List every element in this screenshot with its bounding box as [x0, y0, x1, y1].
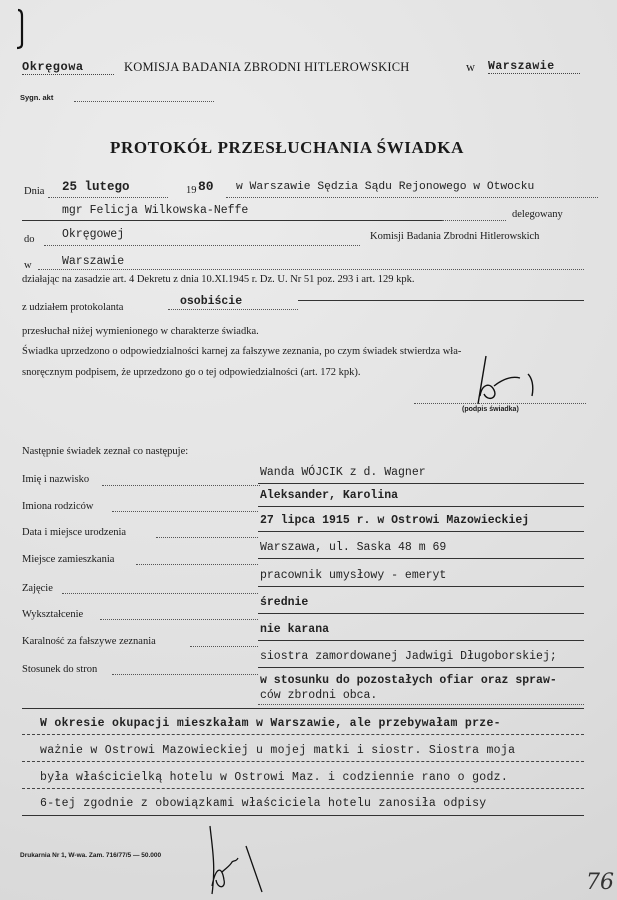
commission-city: Warszawie	[62, 255, 125, 268]
field-value: Aleksander, Karolina	[260, 489, 399, 502]
commission-type: Okręgowa	[22, 60, 114, 75]
field-line	[258, 613, 584, 614]
field-line	[258, 531, 584, 532]
narrative-rule	[22, 788, 584, 789]
field-line	[258, 640, 584, 641]
do-dotline	[44, 245, 360, 246]
field-dotline	[156, 537, 258, 538]
komisji-label: Komisji Badania Zbrodni Hitlerowskich	[370, 231, 540, 242]
judge-line	[22, 220, 442, 221]
field-line	[258, 558, 584, 559]
signature-caption: (podpis świadka)	[462, 406, 519, 413]
delegowany-label: delegowany	[512, 209, 563, 220]
field-value: pracownik umysłowy - emeryt	[260, 569, 447, 582]
field-value: Warszawa, ul. Saska 48 m 69	[260, 541, 447, 554]
header-text: KOMISJA BADANIA ZBRODNI HITLEROWSKICH	[124, 60, 410, 74]
year-prefix: 19	[186, 185, 197, 196]
printer-info: Drukarnia Nr 1, W-wa. Zam. 716/77/5 — 50.000	[20, 852, 162, 859]
narrative-line: ważnie w Ostrowi Mazowieckiej u mojej matki i siostr. Siostra moja	[40, 744, 516, 757]
field-dotline	[102, 485, 260, 486]
protocolist-dotline	[168, 309, 298, 310]
field-dotline	[112, 511, 258, 512]
date-day-month: 25 lutego	[62, 180, 130, 194]
field-dotline	[100, 619, 258, 620]
field-label: Data i miejsce urodzenia	[22, 527, 127, 538]
page-number: 76	[586, 870, 614, 895]
judge-dotline	[442, 220, 506, 221]
header-w: w	[466, 60, 476, 74]
narrative-line: była właścicielką hotelu w Ostrowi Maz. i codziennie rano o godz.	[40, 771, 509, 784]
field-line	[258, 667, 584, 668]
place-dotline	[226, 197, 598, 198]
protocolist-label: z udziałem protokolanta	[22, 302, 124, 313]
sygn-field	[74, 101, 214, 102]
section-separator	[22, 708, 584, 709]
year-suffix: 80	[198, 179, 214, 194]
protocolist-value: osobiście	[180, 295, 243, 308]
dnia-label: Dnia	[24, 186, 45, 197]
field-line	[258, 506, 584, 507]
signature-dotline	[414, 403, 586, 404]
testimony-intro: Następnie świadek zeznał co następuje:	[22, 446, 189, 457]
narrative-rule	[22, 734, 584, 735]
binder-mark	[14, 8, 26, 48]
field-dotline	[112, 674, 258, 675]
place-judge-line: w Warszawie Sędzia Sądu Rejonowego w Otwocku	[236, 181, 535, 193]
warning-line-1: Świadka uprzedzono o odpowiedzialności karnej za fałszywe zeznania, po czym świadek stwierdza wła-	[22, 346, 462, 357]
protocolist-line	[298, 300, 584, 301]
field-label: Imiona rodziców	[22, 501, 94, 512]
narrative-line: 6-tej zgodnie z obowiązkami właściciela hotelu zanosiła odpisy	[40, 797, 487, 810]
relation-dotline	[258, 704, 584, 705]
field-value: Wanda WÓJCIK z d. Wagner	[260, 466, 426, 479]
field-value: nie karana	[260, 623, 330, 636]
interrogated-text: przesłuchał niżej wymienionego w charakterze świadka.	[22, 326, 259, 337]
field-label: Stosunek do stron	[22, 664, 98, 675]
field-value: średnie	[260, 596, 309, 609]
field-dotline	[62, 593, 258, 594]
do-label: do	[24, 234, 35, 245]
field-label: Karalność za fałszywe zeznania	[22, 636, 156, 647]
field-dotline	[190, 646, 258, 647]
field-value: 27 lipca 1915 r. w Ostrowi Mazowieckiej	[260, 514, 530, 527]
interrogator-signature	[206, 826, 286, 896]
dnia-dotline	[48, 197, 168, 198]
narrative-line: W okresie okupacji mieszkałam w Warszawie, ale przebywałam prze-	[40, 717, 501, 730]
field-label: Miejsce zamieszkania	[22, 554, 115, 565]
document-title: PROTOKÓŁ PRZESŁUCHANIA ŚWIADKA	[110, 138, 464, 157]
field-line	[258, 586, 584, 587]
header-city: Warszawie	[488, 60, 580, 74]
w-label: w	[24, 260, 32, 271]
legal-basis: działając na zasadzie art. 4 Dekretu z dnia 10.XI.1945 r. Dz. U. Nr 51 poz. 293 i art. 129 kpk.	[22, 274, 415, 285]
field-label: Zajęcie	[22, 583, 53, 594]
relation-continuation-1: w stosunku do pozostałych ofiar oraz spraw-	[260, 674, 557, 687]
field-label: Imię i nazwisko	[22, 474, 90, 485]
commission-level: Okręgowej	[62, 228, 125, 241]
narrative-rule	[22, 815, 584, 816]
field-line	[258, 483, 584, 484]
relation-continuation-2: ców zbrodni obca.	[260, 689, 378, 702]
field-value: siostra zamordowanej Jadwigi Długoborskiej;	[260, 650, 557, 663]
witness-signature	[468, 356, 548, 406]
judge-name: mgr Felicja Wilkowska-Neffe	[62, 204, 249, 217]
field-dotline	[136, 564, 258, 565]
field-label: Wykształcenie	[22, 609, 84, 620]
warning-line-2: snoręcznym podpisem, że uprzedzono go o tej odpowiedzialności (art. 172 kpk).	[22, 367, 361, 378]
narrative-rule	[22, 761, 584, 762]
sygn-label: Sygn. akt	[20, 93, 54, 102]
w-dotline	[38, 269, 584, 270]
